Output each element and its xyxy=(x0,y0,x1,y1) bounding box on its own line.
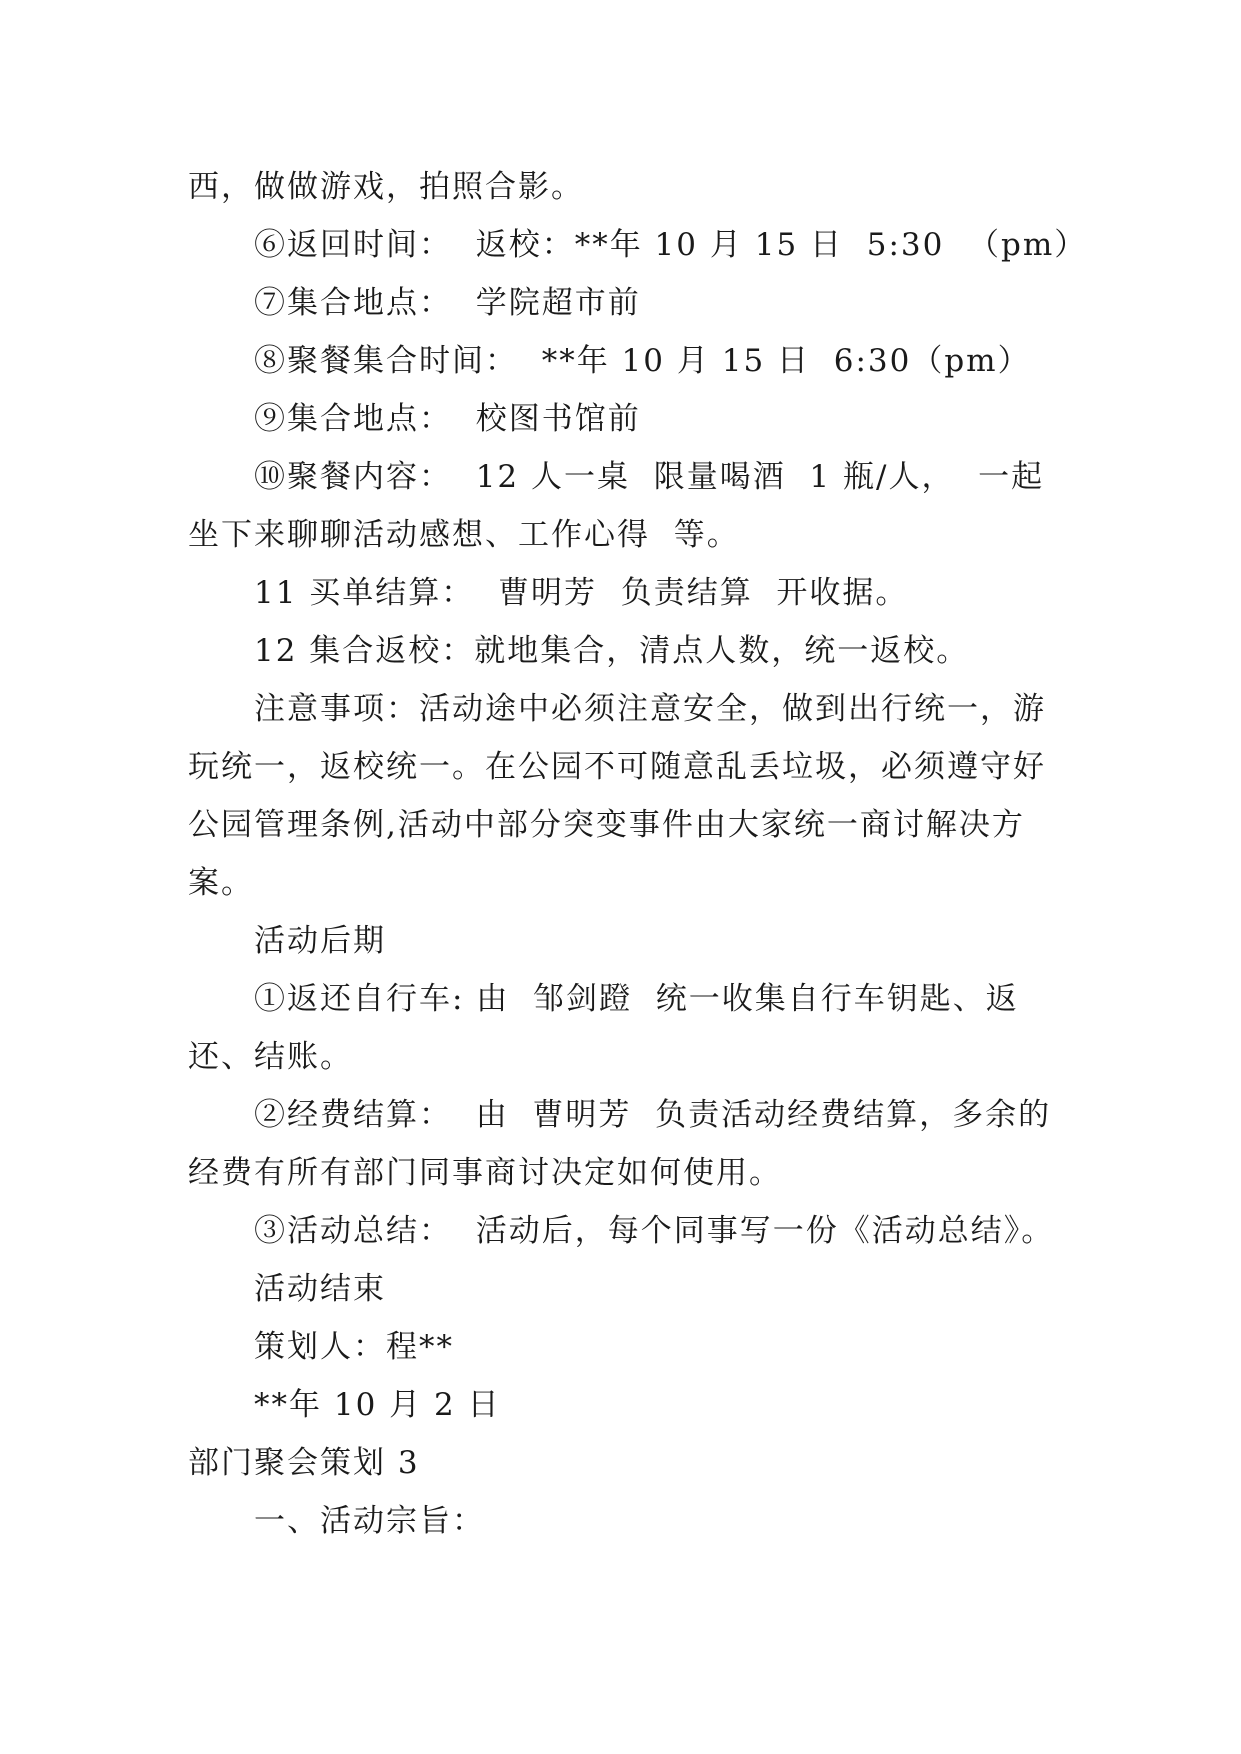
paragraph-dinner-time: ⑧聚餐集合时间： **年 10 月 15 日 6:30（pm） xyxy=(254,343,1031,379)
planner-signature: 策划人：程** xyxy=(254,1329,454,1365)
paragraph-notes: 注意事项：活动途中必须注意安全，做到出行统一，游玩统一，返校统一。在公园不可随意乱丢垃圾，必须遵守好公园管理条例,活动中部分突变事件由大家统一商讨解决方案。 xyxy=(188,691,1046,901)
document-date: **年 10 月 2 日 xyxy=(254,1387,501,1423)
section-heading-purpose: 一、活动宗旨： xyxy=(254,1503,485,1539)
paragraph-dinner-place: ⑨集合地点： 校图书馆前 xyxy=(254,401,641,437)
paragraph-gather-place: ⑦集合地点： 学院超市前 xyxy=(254,285,641,321)
paragraph-bill-settlement: 11 买单结算： 曹明芳 负责结算 开收据。 xyxy=(254,575,909,611)
paragraph-dinner-content: ⑩聚餐内容： 12 人一桌 限量喝酒 1 瓶/人， 一起坐下来聊聊活动感想、工作心得 等。 xyxy=(188,459,1045,553)
paragraph-activity-summary: ③活动总结： 活动后，每个同事写一份《活动总结》。 xyxy=(254,1213,1055,1249)
document-title-3: 部门聚会策划 3 xyxy=(188,1445,420,1481)
paragraph-return-time: ⑥返回时间： 返校：**年 10 月 15 日 5:30 （pm） xyxy=(254,227,1088,263)
section-heading-activity-end: 活动结束 xyxy=(254,1271,386,1307)
paragraph-return-school: 12 集合返校：就地集合，清点人数，统一返校。 xyxy=(254,633,970,669)
document-body xyxy=(188,158,1088,1550)
paragraph-bike-return: ①返还自行车: 由 邹剑蹬 统一收集自行车钥匙、返还、结账。 xyxy=(188,981,1019,1075)
paragraph-continuation: 西，做做游戏，拍照合影。 xyxy=(188,169,584,205)
section-heading-post-activity: 活动后期 xyxy=(254,923,386,959)
paragraph-expense-settlement: ②经费结算： 由 曹明芳 负责活动经费结算，多余的经费有所有部门同事商讨决定如何使用。 xyxy=(188,1097,1052,1191)
